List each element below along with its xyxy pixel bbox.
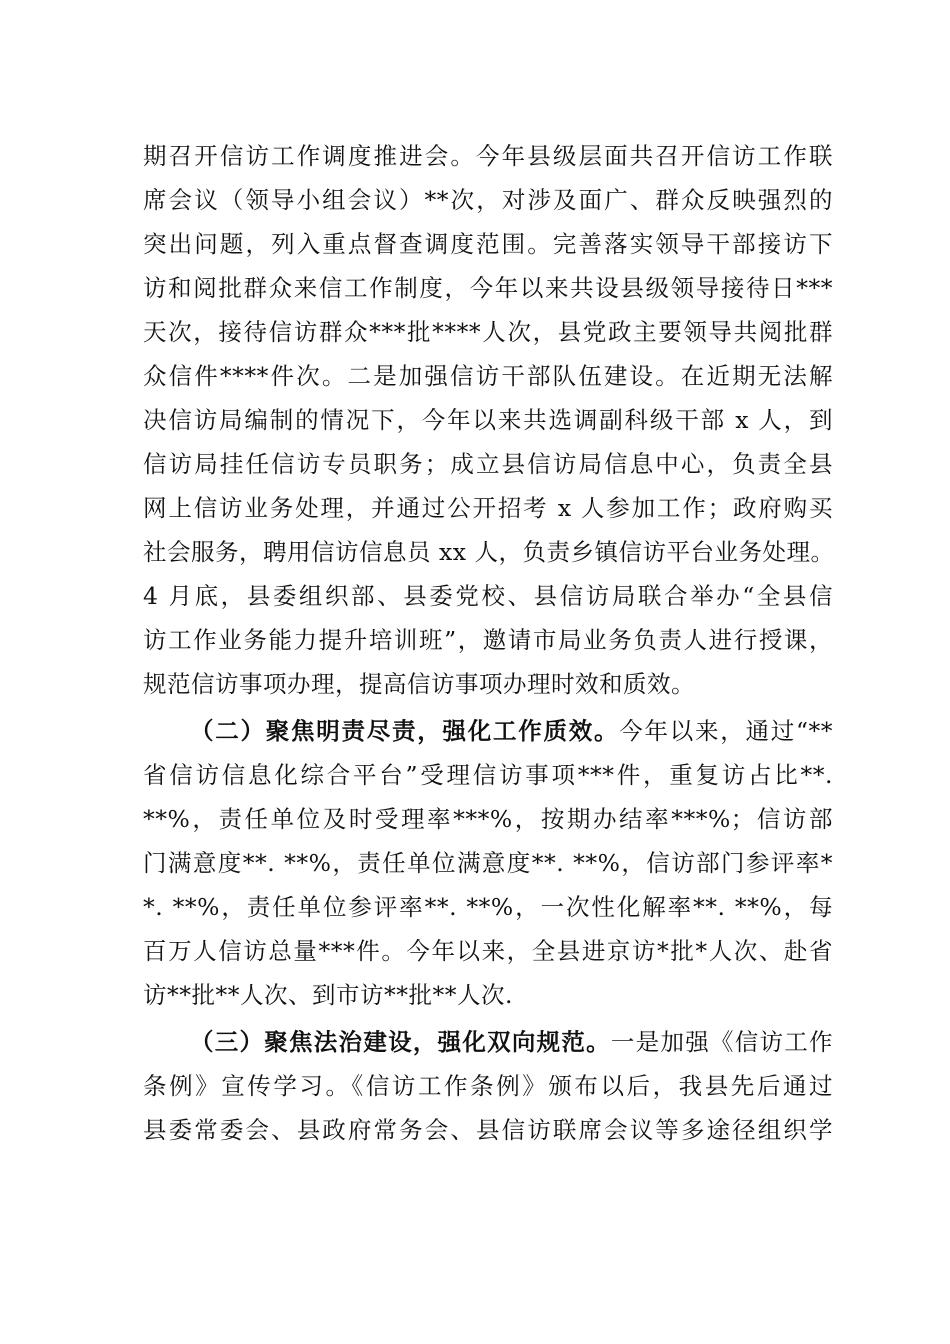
- section-text: 今年以来，通过“**: [619, 717, 834, 745]
- section-first-line: [190, 716, 833, 746]
- text-line: 门满意度**. **%，责任单位满意度**. **%，信访部门参评率*: [143, 849, 833, 877]
- section-heading: （三）聚焦法治建设，强化双向规范。: [190, 1028, 611, 1056]
- section-heading: （二）聚焦明责尽责，强化工作质效。: [190, 717, 620, 745]
- text-line: 社会服务，聘用信访信息员 xx 人，负责乡镇信访平台业务处理。: [143, 538, 835, 566]
- text-line: 百万人信访总量***件。今年以来，全县进京访*批*人次、赴省: [143, 937, 833, 965]
- text-line: 规范信访事项办理，提高信访事项办理时效和质效。: [143, 670, 695, 698]
- text-line: 期召开信访工作调度推进会。今年县级层面共召开信访工作联: [143, 142, 833, 170]
- text-line: 4 月底，县委组织部、县委党校、县信访局联合举办“全县信: [143, 582, 833, 610]
- text-line: 省信访信息化综合平台”受理信访事项***件，重复访占比**.: [143, 761, 833, 789]
- text-line: 信访局挂任信访专员职务；成立县信访局信息中心，负责全县: [143, 450, 833, 478]
- text-line: 访工作业务能力提升培训班”，邀请市局业务负责人进行授课，: [143, 626, 833, 654]
- text-line: *. **%，责任单位参评率**. **%，一次性化解率**. **%，每: [143, 893, 833, 921]
- text-line: 决信访局编制的情况下，今年以来共选调副科级干部 x 人，到: [143, 406, 833, 434]
- text-line: 访**批**人次、到市访**批**人次.: [143, 981, 513, 1009]
- section-text: 一是加强《信访工作: [610, 1028, 834, 1056]
- text-line: 天次，接待信访群众***批****人次，县党政主要领导共阅批群: [143, 318, 833, 346]
- text-line: 访和阅批群众来信工作制度，今年以来共设县级领导接待日***: [143, 274, 833, 302]
- text-line: 突出问题，列入重点督查调度范围。完善落实领导干部接访下: [143, 230, 833, 258]
- text-line: 席会议（领导小组会议）**次，对涉及面广、群众反映强烈的: [143, 186, 833, 214]
- text-line: 条例》宣传学习。《信访工作条例》颁布以后，我县先后通过: [143, 1072, 833, 1100]
- text-line: 众信件****件次。二是加强信访干部队伍建设。在近期无法解: [143, 362, 833, 390]
- section-first-line: [190, 1027, 833, 1057]
- text-line: 县委常委会、县政府常务会、县信访联席会议等多途径组织学: [143, 1116, 833, 1144]
- text-line: 网上信访业务处理，并通过公开招考 x 人参加工作；政府购买: [143, 494, 833, 522]
- text-line: **%，责任单位及时受理率***%，按期办结率***%；信访部: [143, 805, 833, 833]
